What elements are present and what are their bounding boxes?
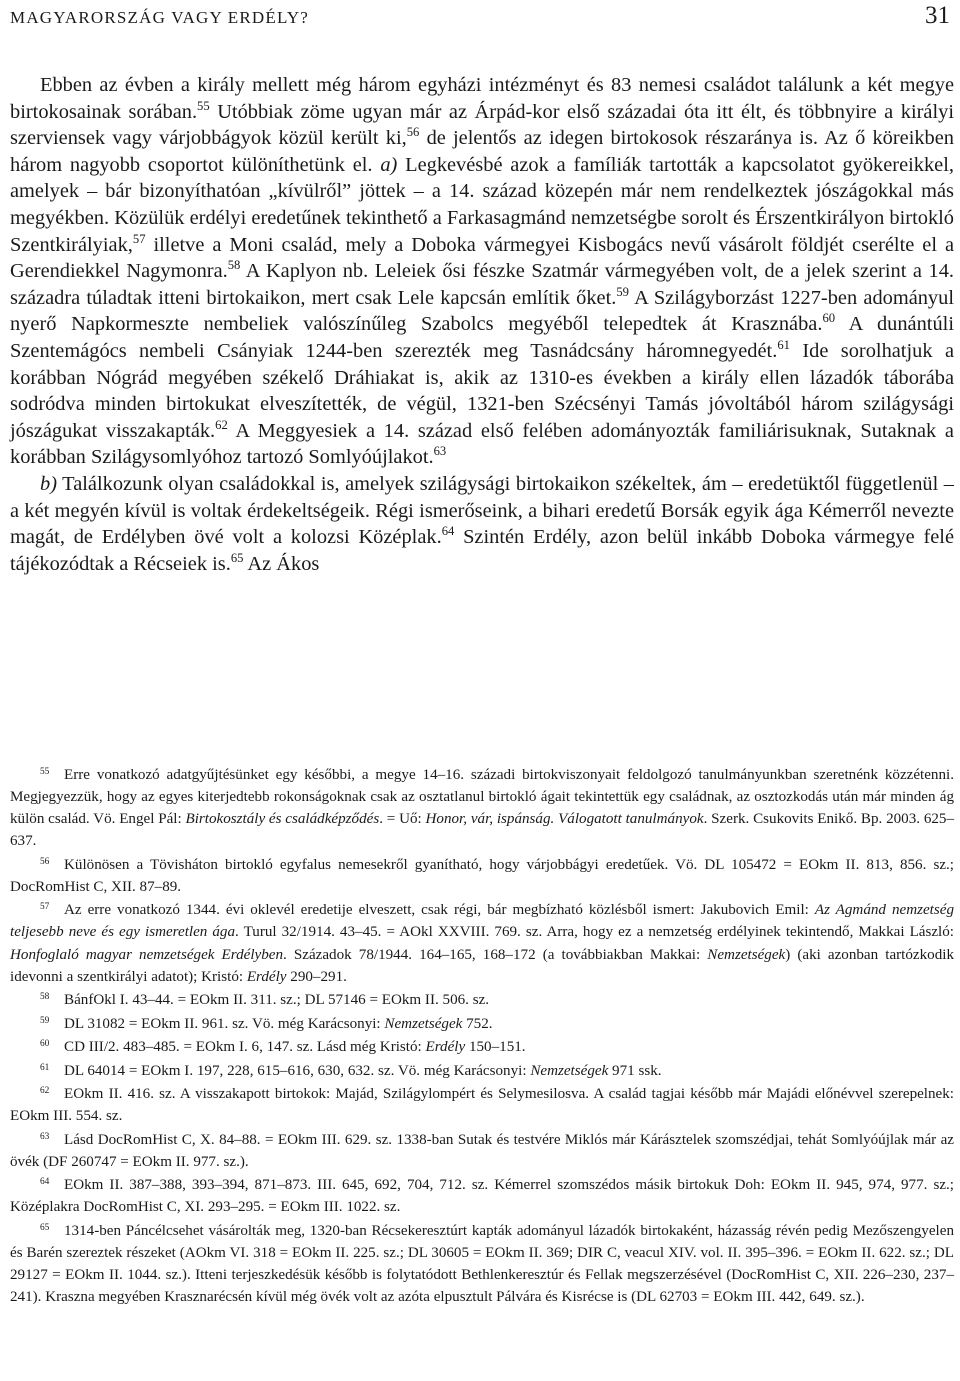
text-run: EOkm II. 416. sz. A visszakapott birtokok: Majád, Szilágylompért és Selymesilosva. A család tagjai később már Majádi előnévvel szerepelnek: EOkm III. 554. sz.	[10, 1086, 954, 1125]
footnote	[10, 899, 954, 987]
footnote-ref: 59	[616, 284, 629, 299]
footnote	[10, 854, 954, 898]
footnote-number-text: 64	[40, 1177, 50, 1188]
italic-text: Nemzetségek	[530, 1062, 609, 1079]
text-run: Lásd DocRomHist C, X. 84–88. = EOkm III. 629. sz. 1338-ban Sutak és testvére Miklós már Kárásztelek szomszédjai, tehát Somlyóújlak már az övék (DF 260747 = EOkm II. 977. sz.).	[10, 1131, 954, 1170]
footnote-number	[40, 1013, 64, 1035]
footnote	[10, 1060, 954, 1082]
footnote-number-text: 58	[40, 991, 50, 1002]
text-run: BánfOkl I. 43–44. = EOkm II. 311. sz.; DL 57146 = EOkm II. 506. sz.	[64, 992, 490, 1009]
footnote-number-text: 59	[40, 1015, 50, 1026]
footnote-ref: 62	[215, 417, 228, 432]
footnote	[10, 1036, 954, 1058]
text-run: Az erre vonatkozó 1344. évi oklevél eredetije elveszett, csak régi, bár megbízható közlésből ismert: Jakubovich Emil:	[64, 902, 815, 919]
footnote-number-text: 63	[40, 1131, 50, 1142]
text-run: de jelentős az idegen birtokosok részaránya is. Az ő köreikben három nagyobb csoportot különíthetünk el.	[10, 127, 955, 176]
text-run: 290–291.	[286, 968, 347, 985]
footnote-ref: 63	[433, 444, 447, 459]
footnote-number-text: 60	[40, 1038, 50, 1049]
italic-text: Honor, vár, ispánság. Válogatott tanulmányok	[425, 811, 704, 828]
footnote-number-text: 56	[40, 856, 50, 867]
text-run: Az Ákos	[243, 552, 320, 575]
footnote-number	[40, 1060, 64, 1082]
text-run: ) (aki azonban tartózkodik idevonni a szentkirályi adatot); Kristó:	[10, 946, 954, 985]
footnote-number	[40, 764, 64, 786]
text-run: EOkm II. 387–388, 393–394, 871–873. III. 645, 692, 704, 712. sz. Kémerrel szomszédos másik birtokuk Doh: EOkm II. 945, 974, 977. sz.; Középlakra DocRomHist C, XI. 293–295. = EOkm III. 1022. sz.	[10, 1177, 954, 1216]
footnote-number	[40, 1220, 64, 1242]
italic-text: Nemzetségek	[707, 946, 786, 963]
text-run: A Meggyesiek a 14. század első felében adományozták familiárisuknak, Sutaknak a korábban Szilágysomlyóhoz tartozó Somlyóújlakot.	[10, 419, 954, 469]
footnote-number	[40, 899, 64, 921]
paragraph	[10, 72, 954, 471]
footnote-ref: 57	[132, 231, 146, 246]
text-run: A dunántúli Szentemágócs nembeli Csányiak 1244-ben szerezték meg Tasnádcsány háromnegyedét.	[10, 313, 954, 362]
footnote-number-text: 57	[40, 902, 50, 913]
footnote-number-text: 55	[40, 766, 50, 777]
running-head	[10, 2, 950, 32]
text-run: Ebben az évben a király mellett még három egyházi intézményt és 83 nemesi családot találunk a két megye birtokosainak sorában.	[10, 74, 954, 123]
text-run: CD III/2. 483–485. = EOkm I. 6, 147. sz. Lásd még Kristó:	[64, 1039, 426, 1056]
footnote-ref: 65	[230, 550, 244, 565]
italic-text: Honfoglaló magyar nemzetségek Erdélyben	[10, 946, 284, 963]
text-run: . Szerk. Csukovits Enikő. Bp. 2003. 625–637.	[10, 811, 955, 850]
italic-text: Erdély	[425, 1039, 466, 1056]
footnote-number	[40, 854, 64, 876]
footnote-number	[40, 1174, 64, 1196]
text-run: 1314-ben Páncélcsehet vásárolták meg, 1320-ban Récsekeresztúrt kapták adományul lázadók birtokaként, házasság révén pedig Mezőszengyelen és Barén szereztek részeket (AOkm VI. 318 = EOkm II. 225. sz.; DL 30605 = EOkm II. 369; DIR C, veacul XIV. vol. II. 395–396. = EOkm II. 622. sz.; DL 29127 = EOkm II. 1044. sz.). Itteni terjeszkedésük később is folytatódott Bethlenkeresztúr és Fellak megszerzésével (DocRomHist C, XII. 226–230, 237–241). Kraszna megyében Krasznarécsén kívül még övék volt az azóta elpusztult Pálvára és Kisrécse is (DL 62703 = EOkm III. 442, 649. sz.).	[10, 1222, 954, 1306]
text-run: Erre vonatkozó adatgyűjtésünket egy későbbi, a megye 14–16. századi birtokviszonyait feldolgozó tanulmányunkban szeretnénk közzétenni. Megjegyezzük, hogy az egyes kiterjedtebb rokonságoknak csak az osztatlanul birtokló ágait tekintettük egy családnak, az osztozkodás után már minden ág külön család. Vö. Engel Pál:	[10, 767, 954, 828]
footnote-number-text: 65	[40, 1222, 50, 1233]
italic-text: Nemzetségek	[384, 1015, 463, 1032]
text-run: DL 64014 = EOkm I. 197, 228, 615–616, 630, 632. sz. Vö. még Karácsonyi:	[64, 1062, 531, 1079]
footnote	[10, 1013, 954, 1035]
text-run: 150–151.	[465, 1039, 526, 1056]
paragraph	[10, 471, 954, 577]
footnote-ref: 55	[197, 98, 210, 113]
italic-text: a)	[380, 153, 398, 176]
text-run: A Szilágyborzást 1227-ben adományul nyerő Napkormeszte nembeliek valószínűleg Szabolcs megyéből telepedtek át Krasznába.	[10, 286, 954, 336]
footnote	[10, 764, 954, 852]
text-run: DL 31082 = EOkm II. 961. sz. Vö. még Karácsonyi:	[64, 1015, 385, 1032]
footnote-ref: 60	[822, 311, 836, 326]
footnote-ref: 56	[406, 125, 420, 140]
main-text	[10, 72, 954, 577]
footnote	[10, 1220, 954, 1308]
footnote-number-text: 62	[40, 1085, 50, 1096]
text-run: . Századok 78/1944. 164–165, 168–172 (a továbbiakban Makkai:	[283, 946, 708, 963]
text-run: illetve a Moni család, mely a Doboka vármegyei Kisbogács nevű vásárolt földjét cserélte el a Gerendiekkel Nagymonra.	[10, 233, 954, 283]
italic-text: Erdély	[246, 968, 287, 985]
footnote	[10, 1083, 954, 1127]
italic-text: b)	[40, 472, 57, 495]
footnote-ref: 64	[441, 524, 455, 539]
text-run: Különösen a Tövisháton birtokló egyfalus nemesekről gyanítható, hogy várjobbágyi eredetűek. Vö. DL 105472 = EOkm II. 813, 856. sz.; DocRomHist C, XII. 87–89.	[10, 856, 954, 895]
italic-text: Az Agmánd nemzetség teljesebb neve és egy ismeretlen ága	[10, 902, 954, 941]
footnote-number	[40, 989, 64, 1011]
footnote-number	[40, 1129, 64, 1151]
footnotes	[10, 764, 954, 1310]
text-run: Ide sorolhatjuk a korábban Nógrád megyében székelő Dráhiakat is, akik az 1310-es években a király ellen lázadók táborába sodródva minden birtokukat elveszítették, de végül, 1321-ben Szécsényi Tamás jóvoltából három szilágysági jószágukat visszakapták.	[10, 339, 954, 442]
text-run: Szintén Erdély, azon belül inkább Doboka vármegye felé tájékozódtak a Récseiek is.	[10, 526, 955, 575]
footnote-ref: 61	[777, 338, 790, 353]
footnote	[10, 1174, 954, 1218]
text-run: Találkozunk olyan családokkal is, amelyek szilágysági birtokaikon székeltek, ám – eredetüktől függetlenül – a két megyén kívül is voltak érdekeltségeik. Régi ismerőseink, a bihari eredetű Borsák egyik ága Kémerről nevezte magát, de Erdélyben övé volt a kolozsi Középlak.	[10, 472, 954, 549]
footnote-number	[40, 1036, 64, 1058]
text-run: . Turul 32/1914. 43–45. = AOkl XXVIII. 769. sz. Arra, hogy ez a nemzetség erdélyinek tekintendő, Makkai László:	[235, 924, 954, 941]
text-run: 971 ssk.	[608, 1062, 662, 1079]
text-run: A Kaplyon nb. Leleiek ősi fészke Szatmár vármegyében volt, de a jelek szerint a 14. századra túladtak itteni birtokaikon, mert csak Lele kapcsán említik őket.	[10, 260, 954, 309]
footnote	[10, 989, 954, 1011]
text-run: Utóbbiak zöme ugyan már az Árpád-kor első százаdai óta itt élt, és többnyire a királyi szerviensek vagy várjobbágyok közül került ki,	[10, 100, 954, 150]
text-run: Legkevésbé azok a famíliák tartották a kapcsolatot gyökereikkel, amelyek – bár bizonyíthatóan „kívülről” jöttek – a 14. század közepén már nem rendelkeztek jószágokkal más megyékben. Közülük erdélyi eredetűnek tekinthető a Farkasagmánd nemzetségbe sorolt és Érszentkirályon birtokló Szentkirályiak,	[10, 153, 954, 256]
footnote	[10, 1129, 954, 1173]
footnote-number	[40, 1083, 64, 1105]
page-number: 31	[925, 2, 950, 29]
text-run: 752.	[462, 1015, 493, 1032]
footnote-number-text: 61	[40, 1062, 50, 1073]
text-run: . = Uő:	[379, 811, 426, 828]
italic-text: Birtokosztály és családképződés	[185, 811, 380, 828]
running-title: MAGYARORSZÁG VAGY ERDÉLY?	[10, 8, 310, 27]
footnote-ref: 58	[227, 258, 241, 273]
